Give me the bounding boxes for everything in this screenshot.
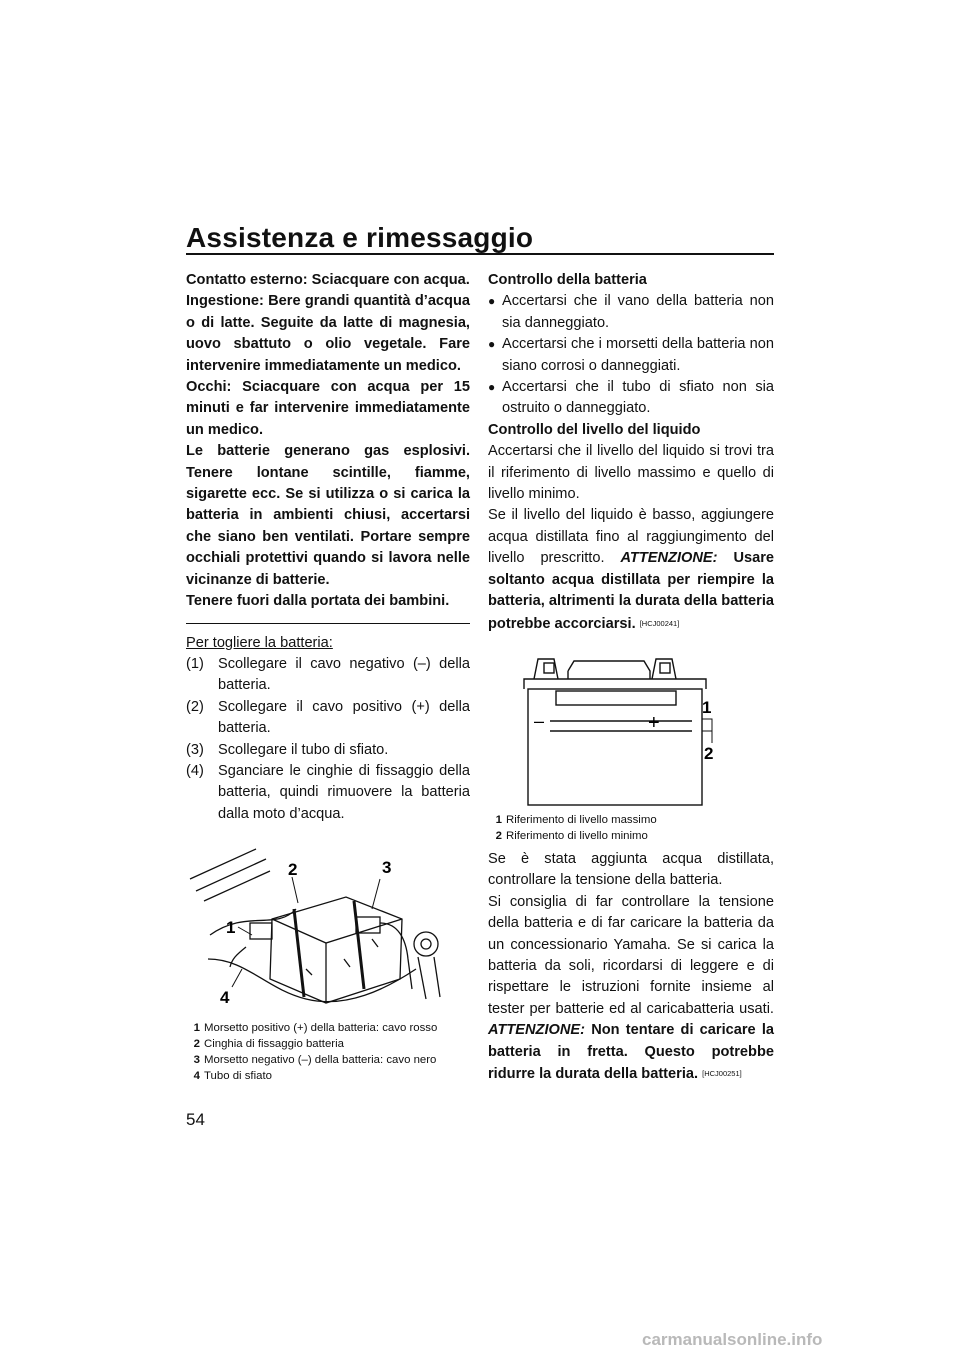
page-title: Assistenza e rimessaggio — [186, 222, 534, 253]
bullet-icon: ● — [488, 337, 496, 352]
figure-callout: 4 — [220, 988, 230, 1008]
bullet-icon: ● — [488, 294, 496, 309]
step-text: Sganciare le cinghie di fissaggio della batteria, quindi rimuovere la batteria dalla moto d’acqua. — [218, 762, 470, 822]
step-text: Scollegare il cavo negativo (–) della batteria. — [218, 655, 470, 694]
bullet-text: Accertarsi che i morsetti della batteria non siano corrosi o danneggiati. — [502, 336, 774, 374]
caption-row — [488, 829, 774, 843]
warning-paragraph: Le batterie generano gas esplosivi. Tenere lontane scintille, fiamme, sigarette ecc. Se si utilizza o si carica la batteria in ambienti chiusi, accertarsi che siano ben ventilati. Portare sempre occhiali protettivi quando si lavora nelle vicinanze di batterie. — [186, 443, 470, 588]
bullet-item — [488, 377, 774, 420]
section-heading: Controllo del livello del liquido — [488, 421, 701, 438]
warning-paragraph: Ingestione: Bere grandi quantità d’acqua o di latte. Seguite da latte di magnesia, uovo sbattuto o olio vegetale. Fare intervenire immediatamente un medico. — [186, 293, 470, 374]
figure-captions — [488, 813, 774, 843]
caption-row — [186, 1037, 470, 1051]
body-text: Se il livello del liquido è basso, aggiungere acqua distillata fino al raggiungimento del livello prescritto. — [488, 507, 774, 567]
body-paragraph: Se è stata aggiunta acqua distillata, controllare la tensione della batteria. — [488, 850, 774, 889]
caption-text: Morsetto negativo (–) della batteria: cavo nero — [204, 1054, 437, 1067]
caption-text: Riferimento di livello minimo — [506, 829, 648, 842]
figure-callout: 2 — [288, 860, 298, 880]
warning-paragraph: Occhi: Sciacquare con acqua per 15 minuti e far intervenire immediatamente un medico. — [186, 379, 470, 438]
warning-paragraph: Tenere fuori dalla portata dei bambini. — [186, 593, 450, 610]
attention-label: ATTENZIONE: — [620, 550, 718, 567]
attention-text: Non tentare di caricare la batteria in fretta. Questo potrebbe ridurre la durata della batteria. — [488, 1022, 774, 1082]
caption-number: 2 — [495, 829, 502, 842]
reference-code: [HCJ00241] — [639, 618, 680, 628]
bullet-icon: ● — [488, 380, 496, 395]
reference-code: [HCJ00251] — [702, 1068, 742, 1078]
bullet-text: Accertarsi che il vano della batteria non sia danneggiato. — [502, 293, 774, 331]
attention-label: ATTENZIONE: — [488, 1022, 586, 1039]
battery-level-illustration — [488, 647, 774, 807]
step-item — [186, 761, 470, 825]
body-paragraph: Accertarsi che il livello del liquido si trovi tra il riferimento di livello massimo e quello di livello minimo. — [488, 443, 774, 503]
battery-installation-illustration — [186, 839, 470, 1019]
figure-callout: 3 — [382, 858, 392, 878]
step-item — [186, 697, 470, 740]
bullet-text: Accertarsi che il tubo di sfiato non sia ostruito o danneggiato. — [502, 379, 774, 417]
left-column — [186, 270, 470, 1085]
figure-captions — [186, 1021, 470, 1083]
step-text: Scollegare il tubo di sfiato. — [218, 741, 389, 758]
bullet-item — [488, 291, 774, 334]
caption-text: Tubo di sfiato — [204, 1070, 272, 1083]
warning-paragraph: Contatto esterno: Sciacquare con acqua. — [186, 272, 470, 288]
page-number: 54 — [186, 1110, 205, 1129]
body-paragraph — [488, 892, 774, 1086]
step-number: (1) — [186, 655, 204, 672]
section-heading: Controllo della batteria — [488, 272, 647, 288]
caption-text: Riferimento di livello massimo — [506, 813, 657, 826]
step-text: Scollegare il cavo positivo (+) della batteria. — [218, 698, 470, 737]
attention-text: Usare soltanto acqua distillata per riempire la batteria, altrimenti la durata della batteria potrebbe accorciarsi. — [488, 550, 775, 632]
caption-text: Cinghia di fissaggio batteria — [204, 1038, 344, 1051]
step-number: (4) — [186, 762, 204, 779]
figure-callout: 1 — [226, 918, 236, 938]
caption-row — [186, 1053, 470, 1067]
step-item — [186, 740, 470, 761]
caption-number: 4 — [193, 1070, 200, 1083]
caption-row — [488, 813, 774, 827]
figure-callout: 1 — [702, 697, 712, 717]
watermark-text: carmanualsonline.info — [642, 1330, 823, 1349]
warning-separator — [186, 623, 470, 624]
caption-number: 1 — [495, 813, 502, 826]
bullet-item — [488, 334, 774, 377]
step-number: (3) — [186, 741, 204, 758]
figure-callout: 2 — [704, 743, 714, 763]
title-rule — [186, 253, 774, 255]
body-text: Si consiglia di far controllare la tensione della batteria e di far caricare la batteria da un concessionario Yamaha. Se si carica la batteria da soli, ricordarsi di leggere e di rispettare le istruzioni fornite insieme al tester per batterie ed al caricabatteria usati. — [488, 893, 774, 1017]
minus-terminal-mark: – — [534, 710, 545, 731]
right-column — [488, 270, 774, 1085]
caption-row — [186, 1069, 470, 1083]
warning-block — [186, 270, 470, 613]
step-number: (2) — [186, 698, 204, 715]
caption-text: Morsetto positivo (+) della batteria: cavo rosso — [204, 1022, 438, 1035]
caption-row — [186, 1021, 470, 1035]
caption-number: 1 — [193, 1022, 200, 1035]
plus-terminal-mark: + — [648, 711, 660, 734]
caption-number: 2 — [193, 1038, 200, 1051]
body-paragraph — [488, 505, 774, 634]
caption-number: 3 — [193, 1054, 200, 1067]
step-item — [186, 654, 470, 697]
removal-heading: Per togliere la batteria: — [186, 634, 333, 651]
